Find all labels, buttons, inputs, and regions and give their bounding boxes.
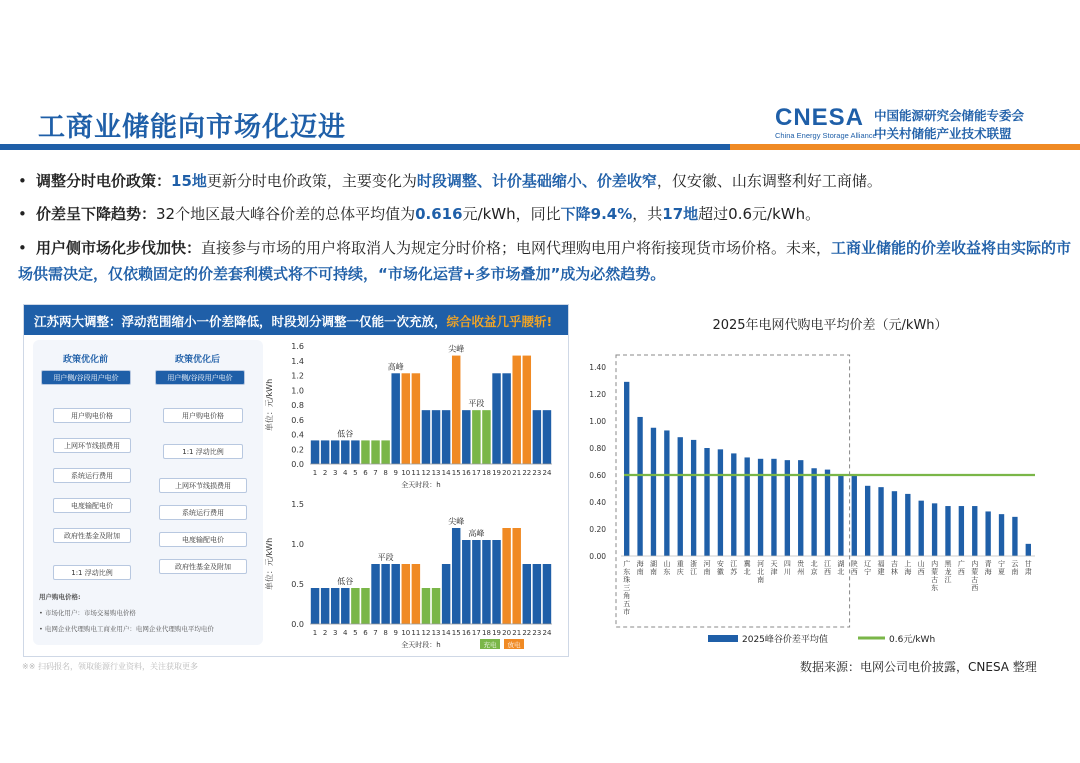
- bullet-label: 调整分时电价政策：: [36, 172, 172, 190]
- bar: [412, 373, 420, 464]
- bar: [371, 440, 379, 464]
- x-tick-label: 6: [363, 629, 368, 637]
- bar: [502, 528, 510, 624]
- x-axis-label: 全天时段：h: [401, 641, 441, 649]
- cnesa-logo: CNESA: [775, 104, 865, 131]
- y-tick-label: 0.40: [589, 498, 606, 507]
- legend-swatch: [708, 635, 738, 642]
- x-tick-label: 14: [441, 469, 451, 477]
- bullet-text: 更新分时电价政策，主要变化为: [206, 172, 417, 190]
- x-tick-label: 15: [451, 469, 461, 477]
- y-tick-label: 0.00: [589, 552, 606, 561]
- bar: [361, 588, 369, 624]
- bar: [452, 528, 460, 624]
- bar: [321, 440, 329, 464]
- x-tick-label: 9: [393, 629, 398, 637]
- annotation-label: 平段: [468, 399, 485, 409]
- bar: [932, 503, 937, 556]
- x-tick-label: 宁夏: [998, 560, 1006, 576]
- x-tick-label: 18: [481, 469, 491, 477]
- panel-title: [24, 305, 568, 335]
- x-tick-label: 17: [471, 469, 481, 477]
- before-item: 政府性基金及附加: [53, 528, 131, 543]
- bar: [482, 540, 490, 624]
- bar: [351, 588, 359, 624]
- bar: [472, 410, 480, 464]
- bullet-highlight: 工商业储能的价差收益将由实际的市场供需决定，仅依赖固定的价差套利模式将不可持续，: [18, 239, 1072, 283]
- panel-title-main: 江苏两大调整：浮动范围缩小一价差降低，时段划分调整一仅能一次充放，: [34, 314, 447, 329]
- note-market-user: • 市场化用户：市场交易购电价格: [39, 609, 136, 617]
- header-divider-blue: [0, 144, 730, 150]
- x-tick-label: 冀北: [743, 560, 751, 576]
- after-item: 用户购电价格: [163, 408, 243, 423]
- bar: [412, 564, 420, 624]
- bar: [825, 470, 830, 556]
- y-tick-label: 1.6: [291, 342, 304, 351]
- y-tick-label: 0.20: [589, 525, 606, 534]
- bar: [351, 440, 359, 464]
- bar: [999, 514, 1004, 556]
- jiangsu-before-chart: [262, 338, 562, 498]
- x-tick-label: 浙江: [690, 560, 698, 576]
- x-tick-label: 20: [502, 469, 512, 477]
- x-tick-label: 江西: [824, 560, 831, 576]
- x-tick-label: 甘肃: [1024, 560, 1032, 576]
- x-tick-label: 1: [312, 629, 318, 637]
- x-tick-label: 内蒙古东: [931, 560, 939, 592]
- y-tick-label: 0.6: [291, 415, 304, 425]
- x-tick-label: 海南: [636, 560, 644, 576]
- header-divider-orange: [730, 144, 1080, 150]
- annotation-label: 高峰: [468, 529, 485, 538]
- bullet-text: 直接参与市场的用户将取消人为规定分时价格；电网代理购电用户将衔接现货市场价格。未来，: [201, 239, 832, 257]
- policy-flow-diagram: [33, 340, 263, 645]
- bar: [892, 491, 897, 556]
- bar: [422, 588, 430, 624]
- x-tick-label: 19: [492, 469, 502, 477]
- bar: [432, 410, 440, 464]
- x-tick-label: 13: [431, 469, 441, 477]
- y-tick-label: 0.0: [291, 620, 304, 629]
- x-tick-label: 24: [542, 629, 552, 637]
- annotation-label: 尖峰: [448, 344, 465, 354]
- before-ratio: 1:1 浮动比例: [53, 565, 131, 580]
- before-top-box: 用户侧/谷段用户电价: [41, 370, 131, 385]
- x-tick-label: 7: [373, 629, 378, 637]
- page-title: 工商业储能向市场化迈进: [38, 112, 346, 143]
- bar: [691, 440, 696, 556]
- after-top-box: 用户侧/谷段用户电价: [155, 370, 245, 385]
- x-tick-label: 20: [502, 629, 512, 637]
- legend-label: 2025峰谷价差平均值: [742, 635, 828, 645]
- bullet-highlight: “市场化运营+多市场叠加”成为必然趋势。: [378, 265, 666, 283]
- x-tick-label: 5: [353, 629, 358, 637]
- x-tick-label: 河南: [703, 560, 711, 576]
- bar: [512, 356, 520, 464]
- legend-label: 0.6元/kWh: [889, 635, 936, 645]
- bar: [462, 410, 470, 464]
- y-tick-label: 0.5: [291, 580, 304, 589]
- x-tick-label: 10: [401, 469, 411, 477]
- x-tick-label: 11: [411, 469, 421, 477]
- x-tick-label: 13: [431, 629, 441, 637]
- tag-label: 充电: [483, 641, 497, 649]
- x-tick-label: 河北南: [757, 560, 765, 584]
- bar: [852, 475, 857, 556]
- bar: [361, 440, 369, 464]
- x-tick-label: 4: [343, 629, 348, 637]
- bar: [959, 506, 964, 556]
- x-tick-label: 15: [451, 629, 461, 637]
- x-tick-label: 21: [512, 469, 522, 477]
- bar: [381, 564, 389, 624]
- x-tick-label: 湖南: [649, 560, 657, 576]
- bar: [624, 382, 629, 556]
- bullet-text: 元/kWh，同比: [462, 205, 561, 223]
- after-item: 系统运行费用: [159, 505, 247, 520]
- bar: [432, 588, 440, 624]
- x-tick-label: 2: [322, 469, 328, 477]
- national-price-gap-chart: [580, 305, 1060, 655]
- y-tick-label: 1.0: [291, 386, 304, 396]
- bullet-label: 价差呈下降趋势：: [36, 205, 157, 223]
- x-tick-label: 安徽: [716, 560, 724, 576]
- bar: [311, 588, 319, 624]
- bullet-highlight: 15地: [171, 172, 207, 190]
- bar: [745, 457, 750, 556]
- bar: [492, 373, 500, 464]
- x-tick-label: 四川: [783, 560, 791, 576]
- data-source: 数据来源：电网公司电价披露，CNESA 整理: [800, 660, 1037, 674]
- x-tick-label: 22: [522, 469, 532, 477]
- bar: [878, 487, 883, 556]
- x-tick-label: 3: [332, 629, 338, 637]
- x-tick-label: 19: [492, 629, 502, 637]
- bar: [731, 453, 736, 556]
- bar: [462, 540, 470, 624]
- bullet-text: 32个地区最大峰谷价差的总体平均值为: [156, 205, 416, 223]
- note-proxy-user: • 电网企业代理购电工商业用户：电网企业代理购电平均电价: [39, 625, 214, 633]
- x-tick-label: 贵州: [797, 560, 805, 576]
- footnote: ※※ 扫码报名，领取能源行业资料，关注获取更多: [22, 662, 198, 671]
- x-tick-label: 6: [363, 469, 368, 477]
- x-tick-label: 23: [532, 469, 542, 477]
- x-tick-label: 9: [393, 469, 398, 477]
- bar: [905, 494, 910, 556]
- x-tick-label: 江苏: [730, 560, 738, 576]
- x-tick-label: 福建: [877, 560, 885, 576]
- y-tick-label: 1.20: [589, 390, 606, 399]
- x-tick-label: 12: [421, 469, 431, 477]
- x-tick-label: 7: [373, 469, 378, 477]
- annotation-label: 高峰: [387, 362, 404, 372]
- bar: [704, 448, 709, 556]
- tag-label: 放电: [507, 641, 521, 649]
- x-tick-label: 12: [421, 629, 431, 637]
- bullet-text: ，仅安徽、山东调整利好工商储。: [656, 172, 882, 190]
- x-tick-label: 11: [411, 629, 421, 637]
- y-tick-label: 0.8: [291, 401, 304, 410]
- bullet-label: 用户侧市场化步伐加快：: [36, 239, 202, 257]
- after-item: 上网环节线损费用: [159, 478, 247, 493]
- notes-heading: 用户购电价格:: [39, 593, 81, 601]
- bar: [637, 417, 642, 556]
- bullet-marketization: • 用户侧市场化步伐加快：直接参与市场的用户将取消人为规定分时价格；电网代理购电用户将衔接现货市场价格。未来，工商业储能的价差收益将由实际的市场供需决定，仅依赖固定的价差套利模式将不可持续，“市场化运营+多市场叠加”成为必然趋势。: [18, 239, 1072, 283]
- bullet-highlight: 17地: [662, 205, 699, 223]
- before-item: 用户购电价格: [53, 408, 131, 423]
- jiangsu-after-chart: [262, 496, 562, 658]
- x-tick-label: 云南: [1011, 560, 1019, 576]
- bullet-price-gap: • 价差呈下降趋势：32个地区最大峰谷价差的总体平均值为0.616元/kWh，同比下降9.4%，共17地超过0.6元/kWh。: [18, 205, 821, 223]
- y-tick-label: 0.0: [291, 460, 304, 469]
- before-item: 系统运行费用: [53, 468, 131, 483]
- bar: [391, 373, 399, 464]
- bar: [442, 410, 450, 464]
- bar: [482, 410, 490, 464]
- bar: [472, 540, 480, 624]
- bar: [718, 449, 723, 556]
- after-heading: 政策优化后: [175, 355, 221, 365]
- x-tick-label: 10: [401, 629, 411, 637]
- bar: [321, 588, 329, 624]
- bar: [985, 511, 990, 556]
- y-tick-label: 1.40: [589, 363, 606, 372]
- x-tick-label: 山西: [917, 560, 925, 576]
- x-tick-label: 5: [353, 469, 358, 477]
- x-tick-label: 8: [383, 629, 388, 637]
- x-tick-label: 青海: [984, 560, 992, 576]
- org-name-1: 中国能源研究会储能专委会: [874, 108, 1025, 123]
- x-tick-label: 1: [312, 469, 318, 477]
- bar: [1012, 517, 1017, 556]
- bar: [341, 588, 349, 624]
- panel-title-highlight: 综合收益几乎腰斩!: [446, 314, 553, 329]
- bar: [758, 459, 763, 556]
- bar: [972, 506, 977, 556]
- x-tick-label: 23: [532, 629, 542, 637]
- bar: [523, 564, 531, 624]
- bar: [533, 564, 541, 624]
- x-axis-label: 全天时段：h: [401, 481, 441, 489]
- x-tick-label: 22: [522, 629, 532, 637]
- x-tick-label: 2: [322, 629, 328, 637]
- x-tick-label: 北京: [810, 560, 818, 576]
- y-tick-label: 1.2: [291, 371, 304, 381]
- x-tick-label: 16: [461, 469, 471, 477]
- x-tick-label: 广东珠三角五市: [623, 560, 631, 616]
- annotation-label: 平段: [377, 553, 394, 562]
- bar: [811, 468, 816, 556]
- bar: [838, 475, 843, 556]
- y-tick-label: 1.4: [291, 356, 304, 366]
- bar: [664, 430, 669, 556]
- after-item: 电度输配电价: [159, 532, 247, 547]
- x-tick-label: 14: [441, 629, 451, 637]
- annotation-label: 尖峰: [448, 517, 465, 526]
- before-item: 上网环节线损费用: [53, 438, 131, 453]
- x-tick-label: 湖北: [837, 560, 845, 576]
- bar: [502, 373, 510, 464]
- bar: [341, 440, 349, 464]
- bar: [331, 588, 339, 624]
- bullet-text: ，共: [632, 205, 663, 223]
- y-tick-label: 0.2: [291, 445, 304, 455]
- bar: [402, 373, 410, 464]
- chart-title: 2025年电网代购电平均价差（元/kWh）: [712, 318, 948, 333]
- x-tick-label: 重庆: [676, 560, 684, 576]
- bar: [865, 486, 870, 556]
- bullet-text: 超过0.6元/kWh。: [698, 205, 821, 223]
- bar: [422, 410, 430, 464]
- annotation-label: 低谷: [337, 577, 354, 586]
- bar: [919, 501, 924, 556]
- x-tick-label: 24: [542, 469, 552, 477]
- org-name-2: 中关村储能产业技术联盟: [874, 126, 1012, 141]
- x-tick-label: 内蒙古西: [971, 560, 979, 592]
- bar: [311, 440, 319, 464]
- y-tick-label: 0.60: [589, 471, 606, 480]
- x-tick-label: 18: [481, 629, 491, 637]
- bar: [371, 564, 379, 624]
- x-tick-label: 3: [332, 469, 338, 477]
- x-tick-label: 21: [512, 629, 522, 637]
- after-ratio: 1:1 浮动比例: [163, 444, 243, 459]
- bar: [678, 437, 683, 556]
- x-tick-label: 黑龙江: [944, 560, 952, 584]
- x-tick-label: 吉林: [890, 560, 898, 576]
- before-heading: 政策优化前: [63, 355, 109, 365]
- logo-subtitle: China Energy Storage Alliance: [775, 131, 877, 140]
- bar: [391, 564, 399, 624]
- x-tick-label: 广西: [957, 560, 965, 576]
- bar: [945, 506, 950, 556]
- x-tick-label: 辽宁: [864, 560, 872, 576]
- bar: [442, 564, 450, 624]
- after-item: 政府性基金及附加: [159, 559, 247, 574]
- bar: [512, 528, 520, 624]
- x-tick-label: 天津: [770, 560, 778, 576]
- bar: [331, 440, 339, 464]
- x-tick-label: 17: [471, 629, 481, 637]
- bar: [543, 564, 551, 624]
- bullet-highlight: 时段调整、计价基础缩小、价差收窄: [416, 172, 657, 190]
- x-tick-label: 上海: [904, 560, 912, 576]
- bar: [1026, 544, 1031, 556]
- y-axis-label: 单位：元/kWh: [265, 378, 274, 432]
- y-tick-label: 1.00: [589, 417, 606, 426]
- bullet-highlight: 下降9.4%: [560, 205, 633, 223]
- y-tick-label: 0.80: [589, 444, 606, 453]
- bar: [523, 356, 531, 464]
- x-tick-label: 8: [383, 469, 388, 477]
- bar: [402, 564, 410, 624]
- bar: [492, 540, 500, 624]
- bar: [651, 428, 656, 556]
- y-tick-label: 1.5: [291, 500, 304, 509]
- bar: [452, 356, 460, 464]
- bar: [381, 440, 389, 464]
- y-axis-label: 单位：元/kWh: [265, 537, 274, 591]
- x-tick-label: 16: [461, 629, 471, 637]
- y-tick-label: 1.0: [291, 540, 304, 549]
- bullet-time-of-use: • 调整分时电价政策：15地更新分时电价政策，主要变化为时段调整、计价基础缩小、价差收窄，仅安徽、山东调整利好工商储。: [18, 172, 882, 190]
- x-tick-label: 4: [343, 469, 348, 477]
- bullet-highlight: 0.616: [415, 205, 463, 223]
- x-tick-label: 陕西: [850, 560, 858, 576]
- y-tick-label: 0.4: [291, 430, 304, 440]
- before-item: 电度输配电价: [53, 498, 131, 513]
- bar: [533, 410, 541, 464]
- bar: [543, 410, 551, 464]
- annotation-label: 低谷: [337, 429, 354, 439]
- x-tick-label: 山东: [663, 560, 671, 576]
- bar: [771, 459, 776, 556]
